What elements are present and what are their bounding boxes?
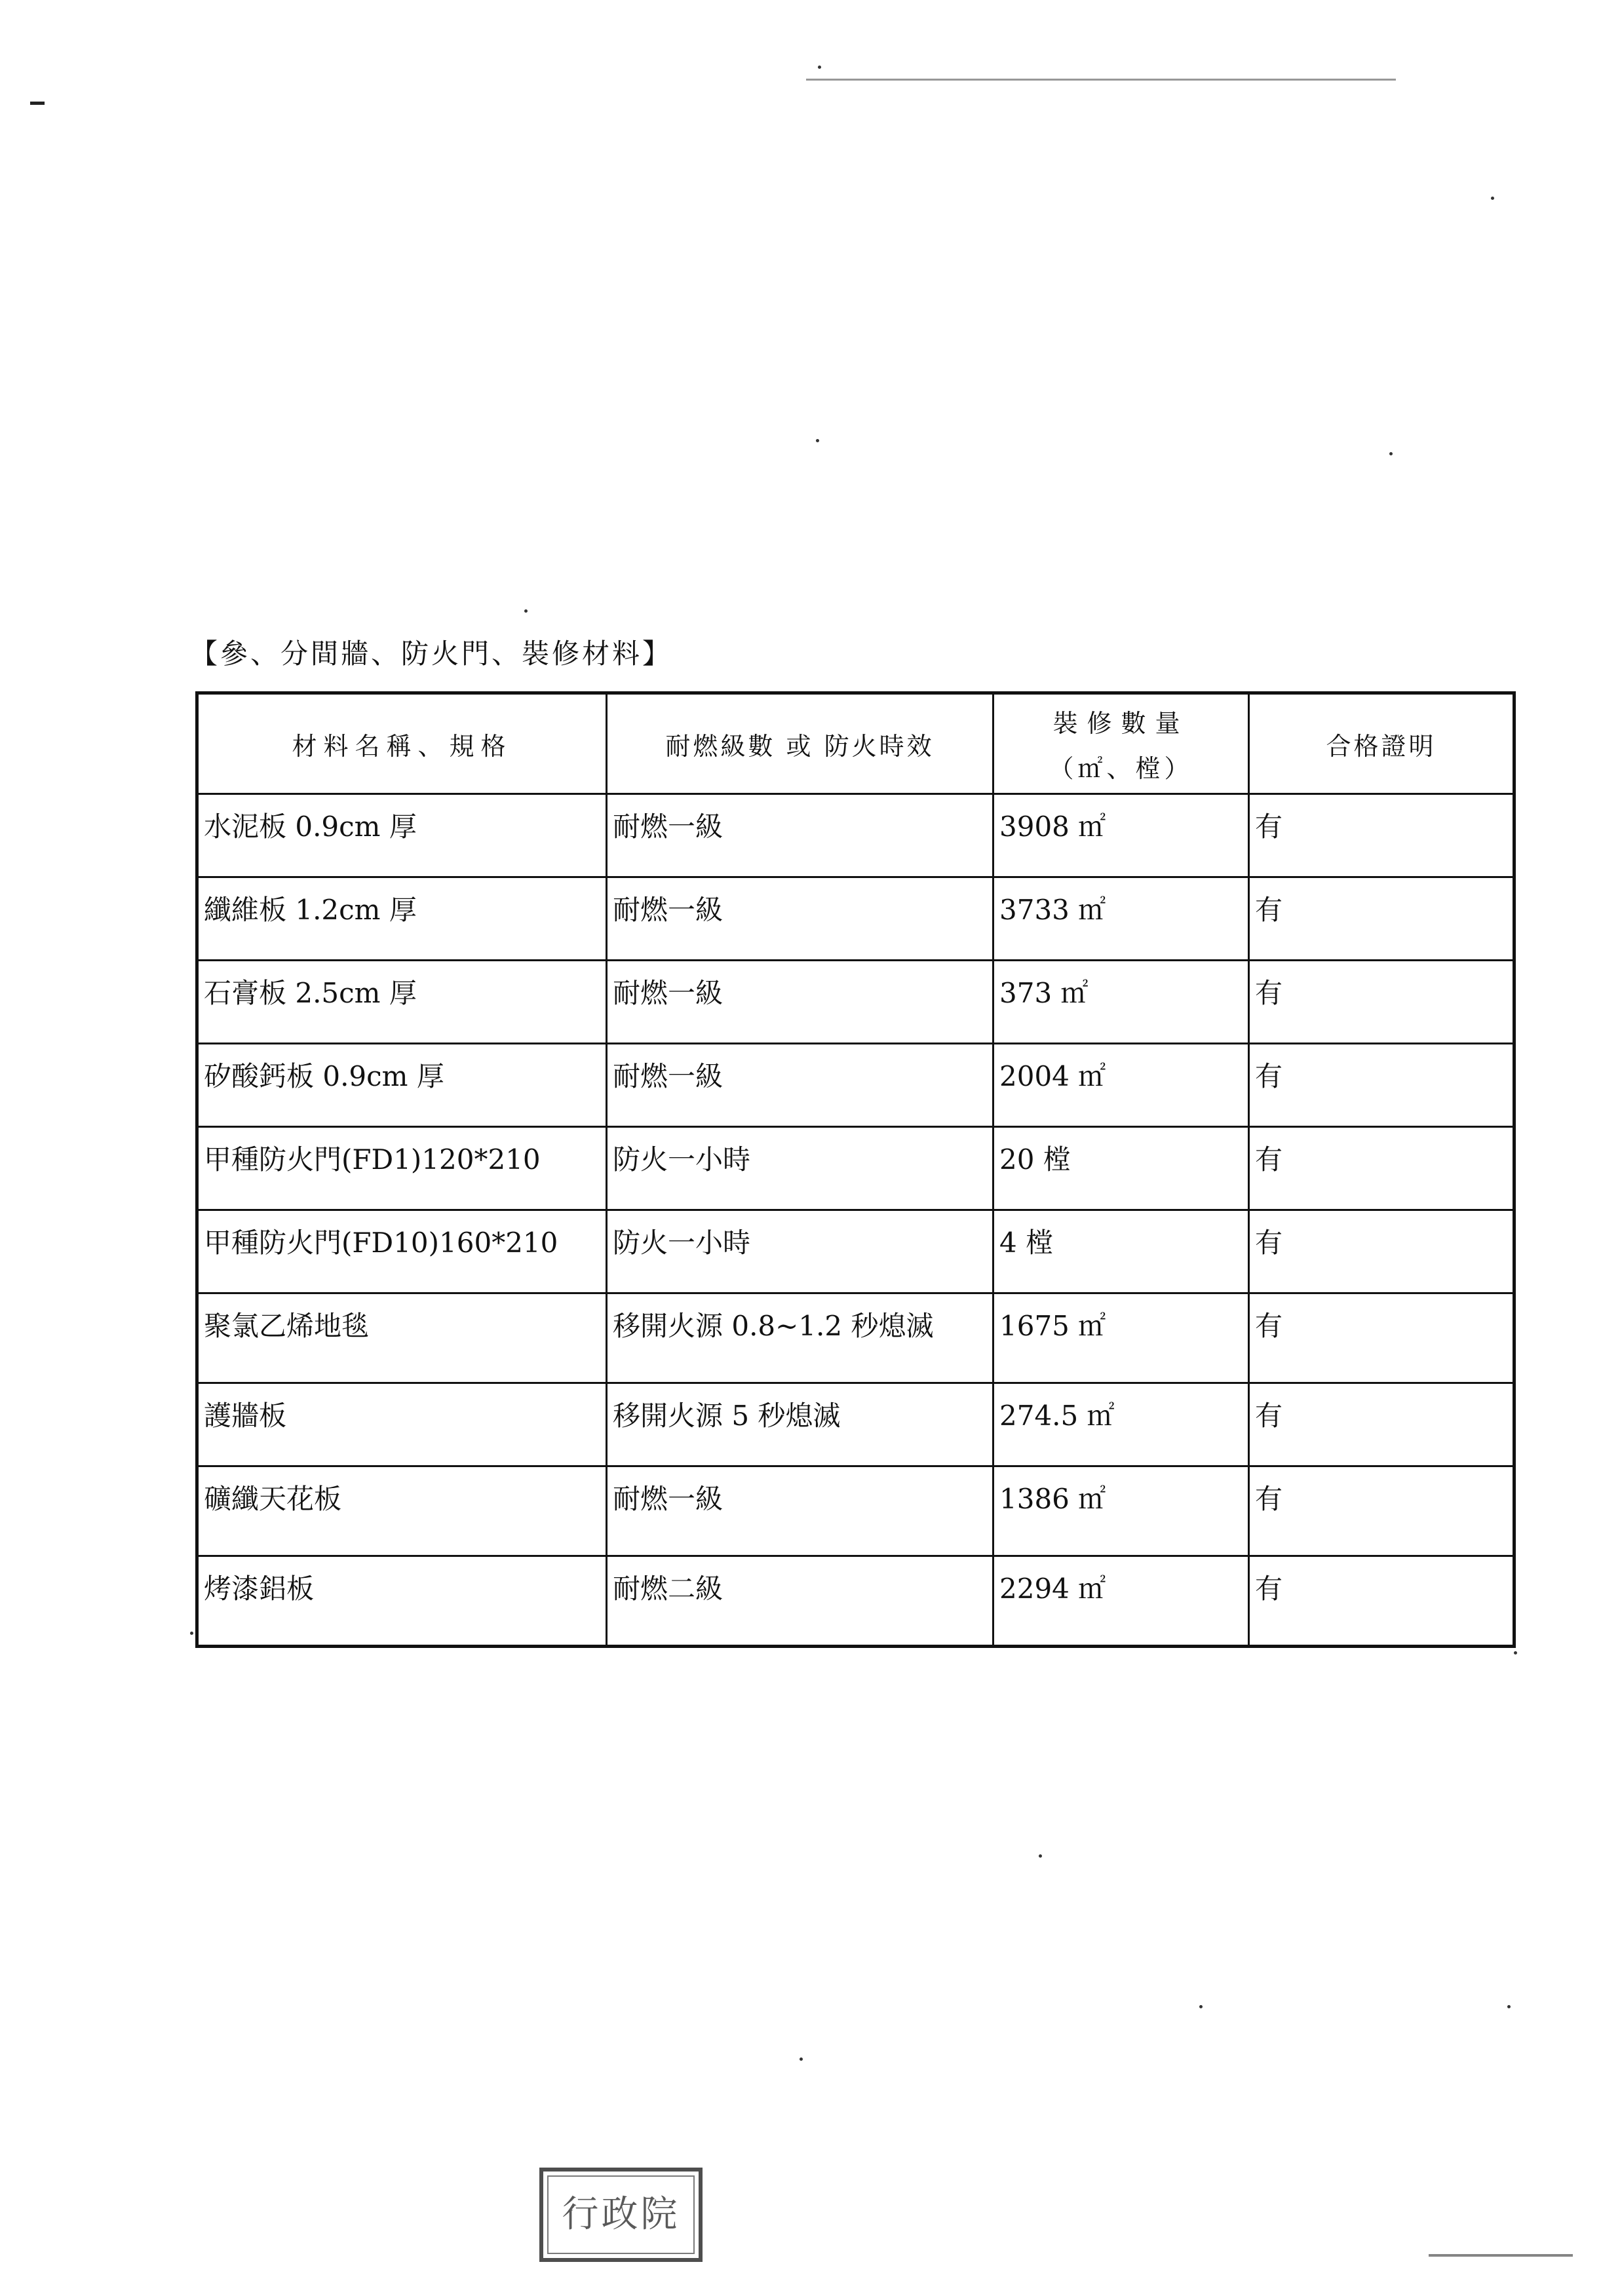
scan-artifact-line <box>806 79 1396 81</box>
table-row <box>197 961 1514 1044</box>
table-header-row <box>197 693 1514 794</box>
cell-material-name: 矽酸鈣板 0.9cm 厚 <box>197 1044 607 1127</box>
cell-quantity: 3908 ㎡ <box>993 794 1249 877</box>
seal-text: 行政院 <box>562 2193 680 2236</box>
cell-fire-rating: 防火一小時 <box>607 1210 993 1293</box>
cell-material-name: 纖維板 1.2cm 厚 <box>197 877 607 961</box>
table-row <box>197 794 1514 877</box>
header-name-spec: 材料名稱、規格 <box>197 693 607 794</box>
materials-table <box>195 691 1516 1648</box>
cell-material-name: 石膏板 2.5cm 厚 <box>197 961 607 1044</box>
cell-quantity: 20 樘 <box>993 1127 1249 1210</box>
cell-certificate: 有 <box>1249 1556 1514 1647</box>
table-row <box>197 877 1514 961</box>
scan-speck <box>1507 2005 1511 2008</box>
cell-quantity: 2004 ㎡ <box>993 1044 1249 1127</box>
table-row <box>197 1556 1514 1647</box>
header-certificate: 合格證明 <box>1249 693 1514 794</box>
cell-quantity: 373 ㎡ <box>993 961 1249 1044</box>
table-row <box>197 1044 1514 1127</box>
cell-material-name: 聚氯乙烯地毯 <box>197 1293 607 1383</box>
official-seal <box>537 2166 704 2264</box>
section-title: 【參、分間牆、防火門、裝修材料】 <box>190 638 673 670</box>
cell-fire-rating: 移開火源 5 秒熄滅 <box>607 1383 993 1466</box>
scan-speck <box>800 2057 803 2061</box>
cell-fire-rating: 耐燃一級 <box>607 1466 993 1556</box>
table-row <box>197 1210 1514 1293</box>
cell-certificate: 有 <box>1249 1044 1514 1127</box>
cell-quantity: 1386 ㎡ <box>993 1466 1249 1556</box>
cell-quantity: 274.5 ㎡ <box>993 1383 1249 1466</box>
cell-fire-rating: 耐燃一級 <box>607 794 993 877</box>
cell-material-name: 甲種防火門(FD1)120*210 <box>197 1127 607 1210</box>
cell-fire-rating: 耐燃二級 <box>607 1556 993 1647</box>
header-quantity-label: 裝修數量 <box>1052 709 1189 738</box>
cell-certificate: 有 <box>1249 1383 1514 1466</box>
scan-speck <box>818 66 821 69</box>
scan-speck <box>524 609 528 613</box>
cell-fire-rating: 耐燃一級 <box>607 961 993 1044</box>
scan-artifact-mark <box>30 102 45 105</box>
cell-material-name: 礦纖天花板 <box>197 1466 607 1556</box>
scan-speck <box>1514 1651 1517 1655</box>
cell-certificate: 有 <box>1249 1466 1514 1556</box>
table-row <box>197 1127 1514 1210</box>
cell-certificate: 有 <box>1249 1293 1514 1383</box>
header-fire-rating: 耐燃級數 或 防火時效 <box>607 693 993 794</box>
scan-speck <box>190 1632 193 1635</box>
header-quantity-unit: （㎡、樘） <box>1049 754 1193 783</box>
table-row <box>197 1466 1514 1556</box>
table-row <box>197 1383 1514 1466</box>
scan-speck <box>1491 197 1494 200</box>
cell-fire-rating: 耐燃一級 <box>607 877 993 961</box>
cell-certificate: 有 <box>1249 961 1514 1044</box>
scan-speck <box>1039 1854 1042 1858</box>
cell-material-name: 護牆板 <box>197 1383 607 1466</box>
table-row <box>197 1293 1514 1383</box>
cell-quantity: 3733 ㎡ <box>993 877 1249 961</box>
cell-quantity: 2294 ㎡ <box>993 1556 1249 1647</box>
cell-certificate: 有 <box>1249 794 1514 877</box>
cell-material-name: 烤漆鋁板 <box>197 1556 607 1647</box>
scan-speck <box>1199 2005 1203 2008</box>
cell-material-name: 甲種防火門(FD10)160*210 <box>197 1210 607 1293</box>
cell-material-name: 水泥板 0.9cm 厚 <box>197 794 607 877</box>
cell-quantity: 4 樘 <box>993 1210 1249 1293</box>
cell-quantity: 1675 ㎡ <box>993 1293 1249 1383</box>
scan-artifact-line <box>1429 2254 1573 2257</box>
header-quantity <box>993 693 1249 794</box>
cell-fire-rating: 移開火源 0.8~1.2 秒熄滅 <box>607 1293 993 1383</box>
cell-fire-rating: 防火一小時 <box>607 1127 993 1210</box>
cell-certificate: 有 <box>1249 877 1514 961</box>
cell-fire-rating: 耐燃一級 <box>607 1044 993 1127</box>
scan-speck <box>1389 452 1393 455</box>
scan-speck <box>816 439 819 442</box>
cell-certificate: 有 <box>1249 1210 1514 1293</box>
cell-certificate: 有 <box>1249 1127 1514 1210</box>
